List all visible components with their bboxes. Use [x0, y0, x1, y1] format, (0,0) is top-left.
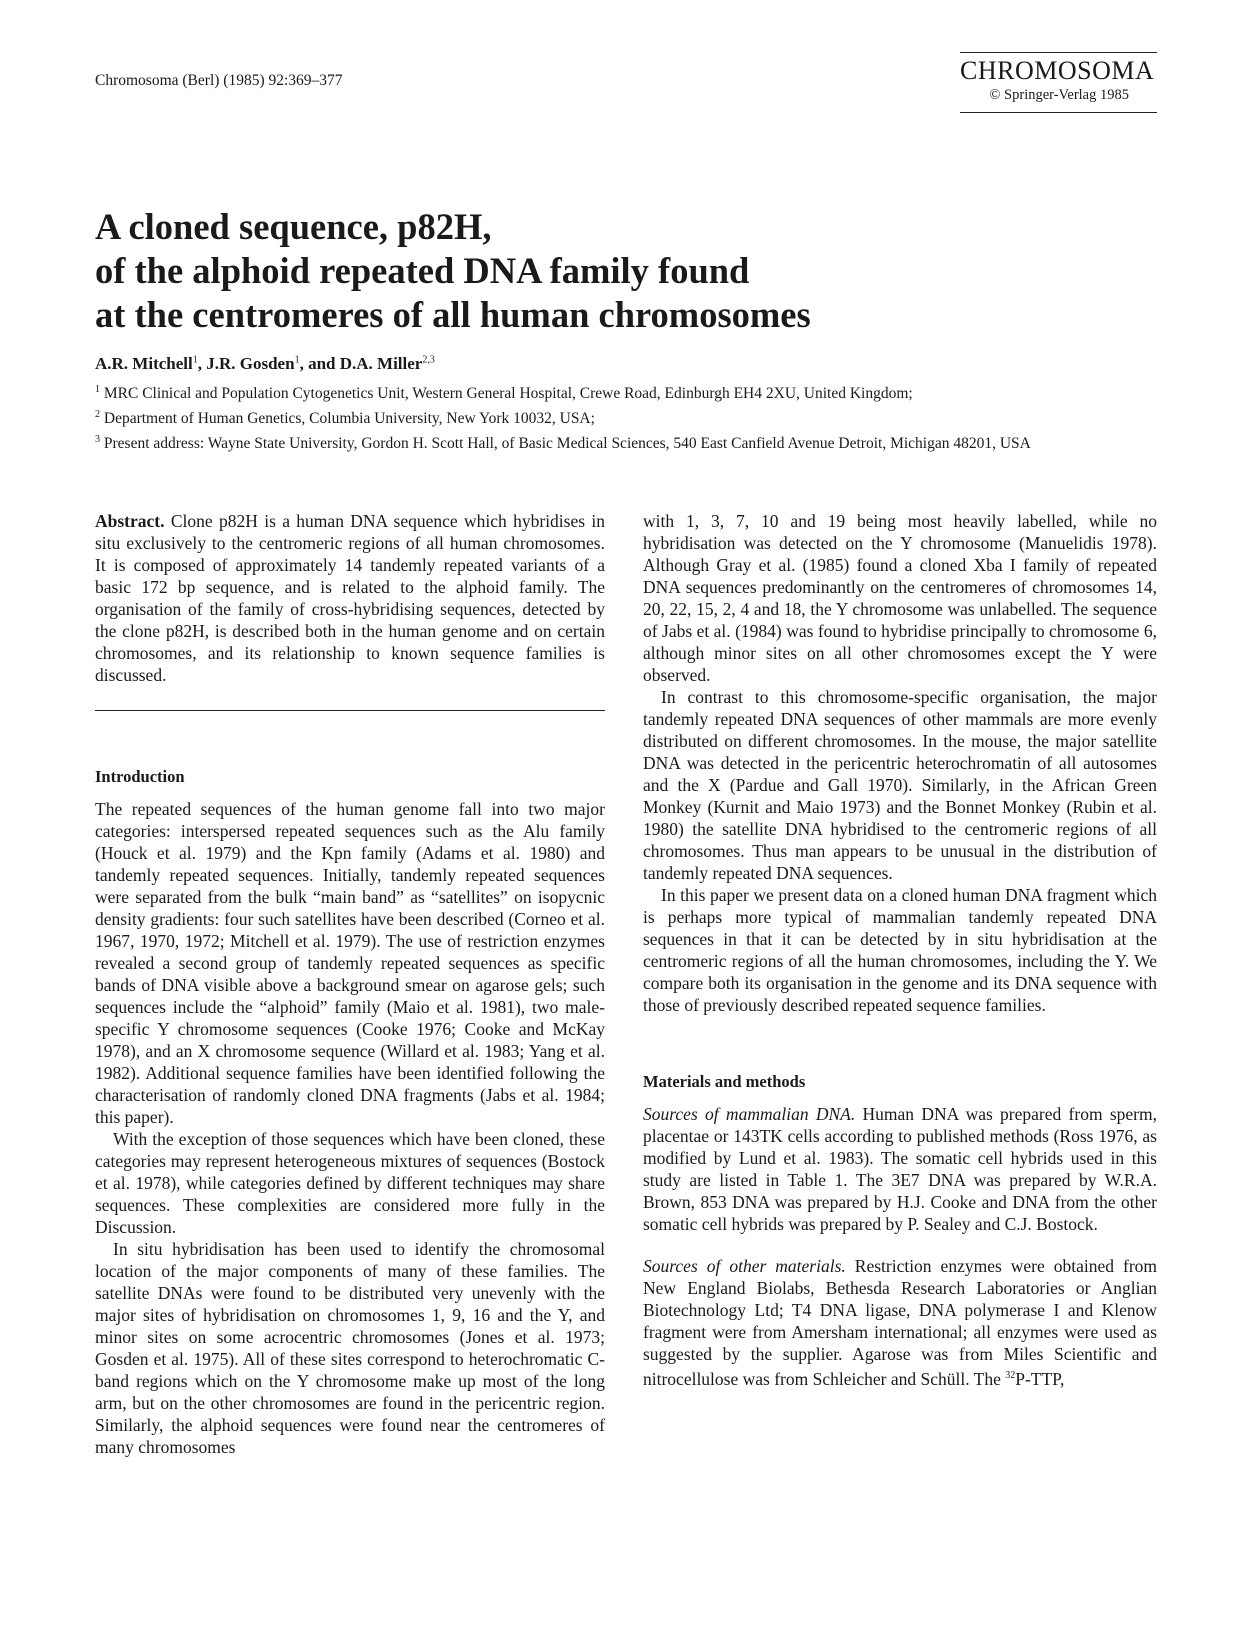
subsection-text: Restriction enzymes were obtained from New England Biolabs, Bethesda Research Laboratories or Anglian Biotechnology Ltd; T4 DNA ligase, DNA polymerase I and Klenow fragment were from Amersham international; all enzymes were used as suggested by the supplier. Agarose was from Miles Scientific and nitrocellulose was from Schleicher and Schüll. The	[643, 1256, 1158, 1389]
author-name: J.R. Gosden	[206, 354, 295, 373]
subsection-label: Sources of mammalian DNA.	[643, 1104, 856, 1124]
author-affil-mark: 1	[294, 354, 300, 366]
paragraph: with 1, 3, 7, 10 and 19 being most heavily labelled, while no hybridisation was detected on the Y chromosome (Manuelidis 1978). Although Gray et al. (1985) found a cloned Xba I family of repeated DNA sequences predominantly on the centromeres of chromosomes 14, 20, 22, 15, 2, 4 and 18, the Y chromosome was unlabelled. The sequence of Jabs et al. (1984) was found to hybridise principally to chromosome 6, although minor sites on all other chromosomes except the Y were observed.	[643, 511, 1157, 685]
introduction-heading: Introduction	[95, 767, 185, 786]
article-title	[95, 205, 811, 337]
paragraph	[643, 1103, 1157, 1235]
paragraph: The repeated sequences of the human genome fall into two major categories: interspersed repeated sequences such as the Alu family (Houck et al. 1979) and the Kpn family (Adams et al. 1980) and tandemly repeated sequences. Initially, tandemly repeated sequences were separated from the bulk “main band” as “satellites” on isopycnic density gradients: four such satellites have been described (Corneo et al. 1967, 1970, 1972; Mitchell et al. 1979). The use of restriction enzymes revealed a second group of tandemly repeated sequences as specific bands of DNA visible above a background smear on agarose gels; such sequences include the “alphoid” family (Maio et al. 1981), two male-specific Y chromosome sequences (Cooke 1976; Cooke and McKay 1978), and an X chromosome sequence (Willard et al. 1983; Yang et al. 1982). Additional sequence families have been identified following the characterisation of randomly cloned DNA fragments (Jabs et al. 1984; this paper).	[95, 799, 605, 1127]
affiliation	[95, 379, 1160, 404]
author-list	[95, 354, 435, 374]
paragraph: In this paper we present data on a cloned human DNA fragment which is perhaps more typical of mammalian tandemly repeated DNA sequences in that it can be detected by in situ hybridisation at the centromeric regions of all the human chromosomes, including the Y. We compare both its organisation in the genome and its DNA sequence with those of previously described repeated sequence families.	[643, 885, 1157, 1015]
masthead-bottom-rule	[960, 112, 1157, 113]
paragraph: In situ hybridisation has been used to identify the chromosomal location of the major components of many of these families. The satellite DNAs were found to be distributed very unevenly with the major sites of hybridisation on chromosomes 1, 9, 16 and the Y, and minor sites on some acrocentric chromosomes (Jones et al. 1973; Gosden et al. 1975). All of these sites correspond to heterochromatic C-band regions which on the Y chromosome make up most of the long arm, but on the other chromosomes are found in the pericentric region. Similarly, the alphoid sequences were found near the centromeres of many chromosomes	[95, 1239, 605, 1457]
paragraph: With the exception of those sequences which have been cloned, these categories may represent heterogeneous mixtures of sequences (Bostock et al. 1978), while categories defined by different techniques may share sequences. These complexities are considered more fully in the Discussion.	[95, 1129, 605, 1237]
journal-citation: Chromosoma (Berl) (1985) 92:369–377	[95, 72, 343, 89]
subsection-label: Sources of other materials.	[643, 1256, 846, 1276]
subsection-text: Human DNA was prepared from sperm, placentae or 143TK cells according to published methods (Ross 1976, as modified by Lund et al. 1983). The somatic cell hybrids used in this study are listed in Table 1. The 3E7 DNA was prepared by W.R.A. Brown, 853 DNA was prepared by H.J. Cooke and DNA from the other somatic cell hybrids was prepared by P. Sealey and C.J. Bostock.	[643, 1104, 1157, 1234]
left-column	[95, 510, 605, 1458]
abstract-text: Clone p82H is a human DNA sequence which hybridises in situ exclusively to the centromeric regions of all human chromosomes. It is composed of approximately 14 tandemly repeated variants of a basic 172 bp sequence, and is related to the alphoid family. The organisation of the family of cross-hybridising sequences, detected by the clone p82H, is described both in the human genome and on certain chromosomes, and its relationship to known sequence families is discussed.	[95, 511, 606, 685]
affiliation-text: Department of Human Genetics, Columbia University, New York 10032, USA;	[103, 410, 595, 428]
subsection-text-end: P-TTP,	[1015, 1368, 1065, 1389]
author-name: D.A. Miller	[339, 354, 423, 373]
affiliation-text: MRC Clinical and Population Cytogenetics Unit, Western General Hospital, Crewe Road, Edinburgh EH4 2XU, United Kingdom;	[103, 385, 913, 403]
affiliation-text: Present address: Wayne State University, Gordon H. Scott Hall, of Basic Medical Sciences, 540 East Canfield Avenue Detroit, Michigan 48201, USA	[103, 435, 1031, 453]
author-separator: ,	[197, 354, 207, 373]
paragraph: In contrast to this chromosome-specific organisation, the major tandemly repeated DNA sequences of other mammals are more evenly distributed on different chromosomes. In the mouse, the major satellite DNA was detected in the pericentric heterochromatin of all autosomes and the X (Pardue and Gall 1970). Similarly, in the African Green Monkey (Kurnit and Maio 1973) and the Bonnet Monkey (Rubin et al. 1980) the satellite DNA hybridised to the centromeric regions of all chromosomes. Thus man appears to be unusual in the distribution of tandemly repeated DNA sequences.	[643, 687, 1157, 883]
right-column	[643, 510, 1157, 1390]
affiliation-number: 3	[95, 434, 100, 446]
isotope-superscript: 32	[1005, 1370, 1016, 1381]
author-separator: , and	[299, 354, 340, 373]
journal-name: CHROMOSOMA	[960, 56, 1155, 85]
methods-heading: Materials and methods	[643, 1072, 806, 1091]
title-line: of the alphoid repeated DNA family found	[95, 250, 750, 291]
affiliation-number: 2	[95, 409, 100, 421]
title-line: at the centromeres of all human chromosomes	[95, 294, 811, 335]
journal-masthead	[960, 52, 1157, 113]
abstract	[95, 510, 605, 686]
paragraph	[643, 1255, 1157, 1390]
spacer	[643, 1235, 1157, 1255]
copyright-notice: © Springer-Verlag 1985	[989, 87, 1129, 103]
title-line: A cloned sequence, p82H,	[95, 206, 492, 247]
abstract-divider	[95, 710, 605, 711]
affiliation-number: 1	[95, 384, 100, 395]
author-affil-mark: 1	[192, 354, 198, 366]
abstract-label: Abstract.	[95, 511, 165, 531]
affiliation	[95, 404, 1160, 429]
affiliation	[95, 429, 1160, 454]
author-affil-mark: 2,3	[422, 354, 435, 366]
affiliations	[95, 379, 1160, 454]
author-name: A.R. Mitchell	[95, 354, 193, 373]
